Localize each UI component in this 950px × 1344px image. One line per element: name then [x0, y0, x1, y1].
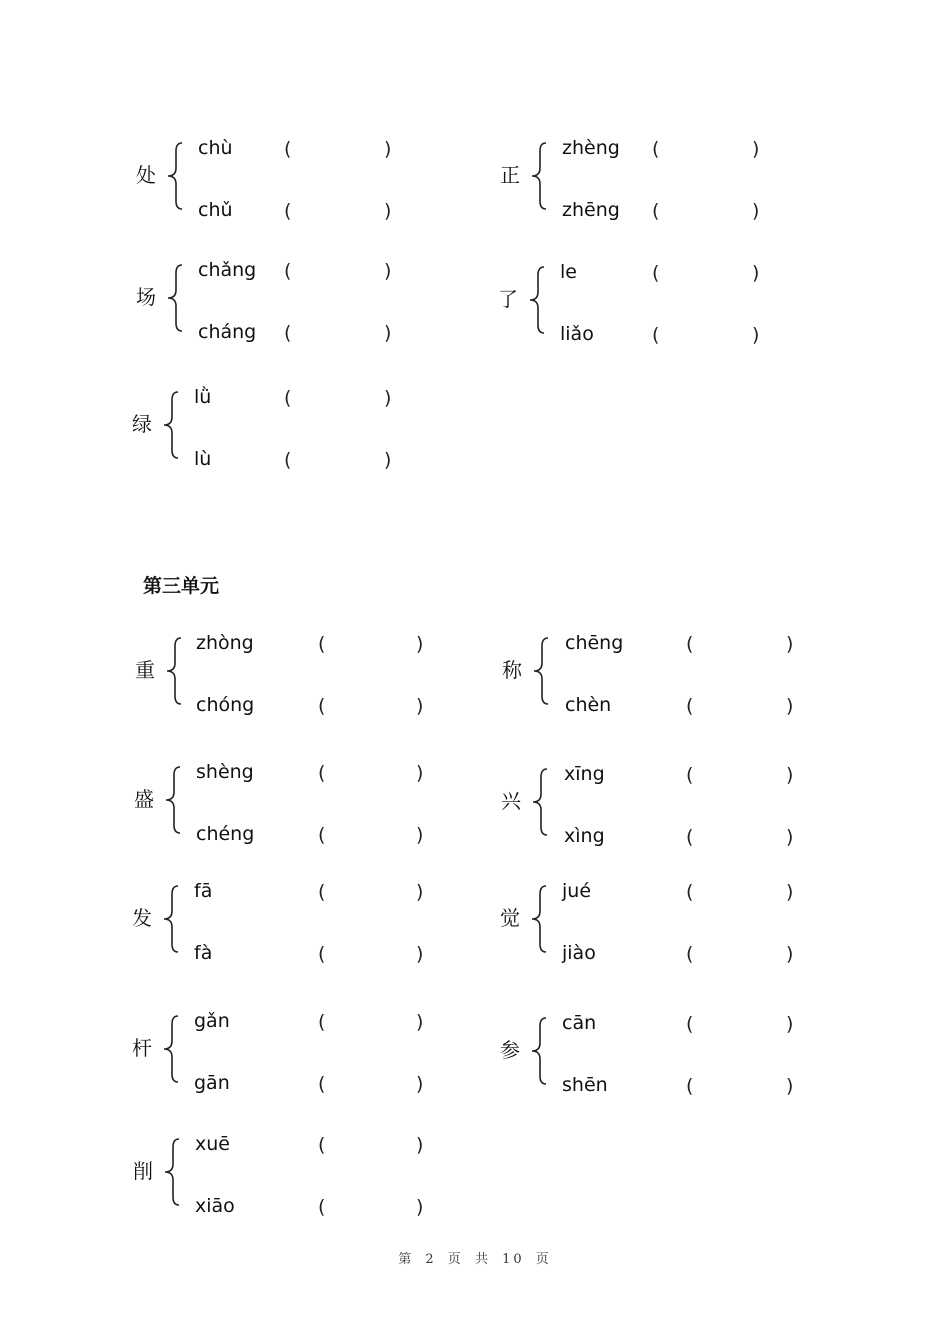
curly-brace-icon — [162, 765, 184, 835]
polyphone-character: 发 — [132, 906, 152, 930]
polyphone-character: 觉 — [500, 906, 520, 930]
pinyin-reading: liǎo — [560, 323, 594, 345]
answer-blank-open-paren[interactable]: ( — [284, 449, 292, 471]
footer-mid: 页 — [447, 1252, 464, 1267]
unit3-heading: 第三单元 — [143, 575, 220, 597]
answer-blank-open-paren[interactable]: ( — [652, 324, 660, 346]
polyphone-character: 削 — [133, 1159, 153, 1183]
answer-blank-open-paren[interactable]: ( — [686, 826, 694, 848]
answer-blank-close-paren: ) — [786, 826, 794, 848]
pinyin-reading: shēn — [562, 1074, 608, 1096]
pinyin-reading: shèng — [196, 761, 254, 783]
answer-blank-open-paren[interactable]: ( — [686, 1013, 694, 1035]
pinyin-reading: chóng — [196, 694, 255, 716]
pinyin-reading: lù — [194, 448, 212, 470]
answer-blank-close-paren: ) — [416, 633, 424, 655]
answer-blank-open-paren[interactable]: ( — [318, 1134, 326, 1156]
answer-blank-close-paren: ) — [384, 322, 392, 344]
pinyin-reading: chǎng — [198, 259, 257, 281]
answer-blank-close-paren: ) — [416, 1073, 424, 1095]
answer-blank-close-paren: ) — [416, 1011, 424, 1033]
polyphone-character: 兴 — [501, 789, 521, 813]
pinyin-reading: cān — [562, 1012, 597, 1034]
pinyin-reading: chǔ — [198, 199, 233, 221]
curly-brace-icon — [164, 141, 186, 211]
answer-blank-open-paren[interactable]: ( — [686, 1075, 694, 1097]
polyphone-character: 杆 — [132, 1036, 152, 1060]
answer-blank-close-paren: ) — [416, 943, 424, 965]
answer-blank-open-paren[interactable]: ( — [284, 260, 292, 282]
pinyin-reading: xīng — [564, 763, 605, 785]
pinyin-reading: zhèng — [562, 137, 620, 159]
answer-blank-close-paren: ) — [416, 1134, 424, 1156]
pinyin-reading: zhòng — [196, 632, 254, 654]
curly-brace-icon — [528, 884, 550, 954]
pinyin-reading: zhēng — [562, 199, 620, 221]
polyphone-character: 重 — [135, 658, 155, 682]
answer-blank-close-paren: ) — [752, 138, 760, 160]
answer-blank-open-paren[interactable]: ( — [652, 262, 660, 284]
curly-brace-icon — [530, 636, 552, 706]
answer-blank-open-paren[interactable]: ( — [318, 633, 326, 655]
pinyin-reading: gǎn — [194, 1010, 230, 1032]
footer-pre: 第 — [398, 1252, 415, 1267]
answer-blank-close-paren: ) — [752, 324, 760, 346]
pinyin-reading: fà — [194, 942, 213, 964]
pinyin-reading: jiào — [562, 942, 596, 964]
curly-brace-icon — [526, 265, 548, 335]
answer-blank-close-paren: ) — [752, 262, 760, 284]
answer-blank-open-paren[interactable]: ( — [686, 881, 694, 903]
page-footer — [0, 1248, 950, 1267]
answer-blank-close-paren: ) — [384, 200, 392, 222]
footer-page: 2 — [425, 1252, 437, 1267]
pinyin-reading: lǜ — [194, 386, 212, 408]
curly-brace-icon — [163, 636, 185, 706]
curly-brace-icon — [160, 390, 182, 460]
answer-blank-close-paren: ) — [786, 1075, 794, 1097]
answer-blank-close-paren: ) — [384, 138, 392, 160]
answer-blank-open-paren[interactable]: ( — [652, 200, 660, 222]
pinyin-reading: chéng — [196, 823, 255, 845]
pinyin-reading: chēng — [565, 632, 624, 654]
answer-blank-close-paren: ) — [416, 695, 424, 717]
polyphone-character: 称 — [502, 658, 522, 682]
answer-blank-open-paren[interactable]: ( — [318, 1011, 326, 1033]
answer-blank-open-paren[interactable]: ( — [318, 695, 326, 717]
polyphone-character: 场 — [136, 285, 156, 309]
answer-blank-open-paren[interactable]: ( — [652, 138, 660, 160]
answer-blank-open-paren[interactable]: ( — [318, 1073, 326, 1095]
pinyin-reading: jué — [562, 880, 592, 902]
answer-blank-open-paren[interactable]: ( — [318, 881, 326, 903]
polyphone-character: 绿 — [132, 412, 152, 436]
pinyin-reading: chèn — [565, 694, 612, 716]
answer-blank-open-paren[interactable]: ( — [686, 943, 694, 965]
answer-blank-open-paren[interactable]: ( — [284, 322, 292, 344]
polyphone-character: 正 — [500, 163, 520, 187]
curly-brace-icon — [529, 767, 551, 837]
pinyin-reading: xìng — [564, 825, 605, 847]
curly-brace-icon — [164, 263, 186, 333]
pinyin-reading: gān — [194, 1072, 230, 1094]
answer-blank-close-paren: ) — [416, 881, 424, 903]
answer-blank-close-paren: ) — [786, 764, 794, 786]
curly-brace-icon — [528, 141, 550, 211]
answer-blank-close-paren: ) — [416, 824, 424, 846]
curly-brace-icon — [160, 1014, 182, 1084]
pinyin-reading: xiāo — [195, 1195, 235, 1217]
answer-blank-close-paren: ) — [384, 387, 392, 409]
answer-blank-close-paren: ) — [786, 1013, 794, 1035]
footer-post: 页 — [535, 1252, 552, 1267]
answer-blank-open-paren[interactable]: ( — [686, 633, 694, 655]
polyphone-character: 参 — [500, 1038, 520, 1062]
polyphone-character: 处 — [136, 163, 156, 187]
answer-blank-open-paren[interactable]: ( — [318, 1196, 326, 1218]
answer-blank-close-paren: ) — [786, 943, 794, 965]
answer-blank-close-paren: ) — [384, 449, 392, 471]
answer-blank-close-paren: ) — [786, 881, 794, 903]
curly-brace-icon — [528, 1016, 550, 1086]
pinyin-reading: xuē — [195, 1133, 230, 1155]
answer-blank-open-paren[interactable]: ( — [284, 138, 292, 160]
footer-total-label: 共 — [474, 1252, 491, 1267]
pinyin-reading: cháng — [198, 321, 257, 343]
polyphone-character: 了 — [498, 287, 518, 311]
curly-brace-icon — [160, 884, 182, 954]
answer-blank-open-paren[interactable]: ( — [686, 764, 694, 786]
answer-blank-close-paren: ) — [752, 200, 760, 222]
answer-blank-close-paren: ) — [384, 260, 392, 282]
answer-blank-open-paren[interactable]: ( — [284, 200, 292, 222]
answer-blank-close-paren: ) — [416, 762, 424, 784]
answer-blank-close-paren: ) — [786, 695, 794, 717]
pinyin-reading: chù — [198, 137, 233, 159]
pinyin-reading: le — [560, 261, 577, 283]
answer-blank-open-paren[interactable]: ( — [318, 762, 326, 784]
answer-blank-open-paren[interactable]: ( — [318, 824, 326, 846]
pinyin-reading: fā — [194, 880, 213, 902]
curly-brace-icon — [161, 1137, 183, 1207]
answer-blank-open-paren[interactable]: ( — [686, 695, 694, 717]
footer-total: 10 — [502, 1252, 525, 1267]
answer-blank-open-paren[interactable]: ( — [318, 943, 326, 965]
answer-blank-close-paren: ) — [416, 1196, 424, 1218]
answer-blank-close-paren: ) — [786, 633, 794, 655]
answer-blank-open-paren[interactable]: ( — [284, 387, 292, 409]
polyphone-character: 盛 — [134, 787, 154, 811]
